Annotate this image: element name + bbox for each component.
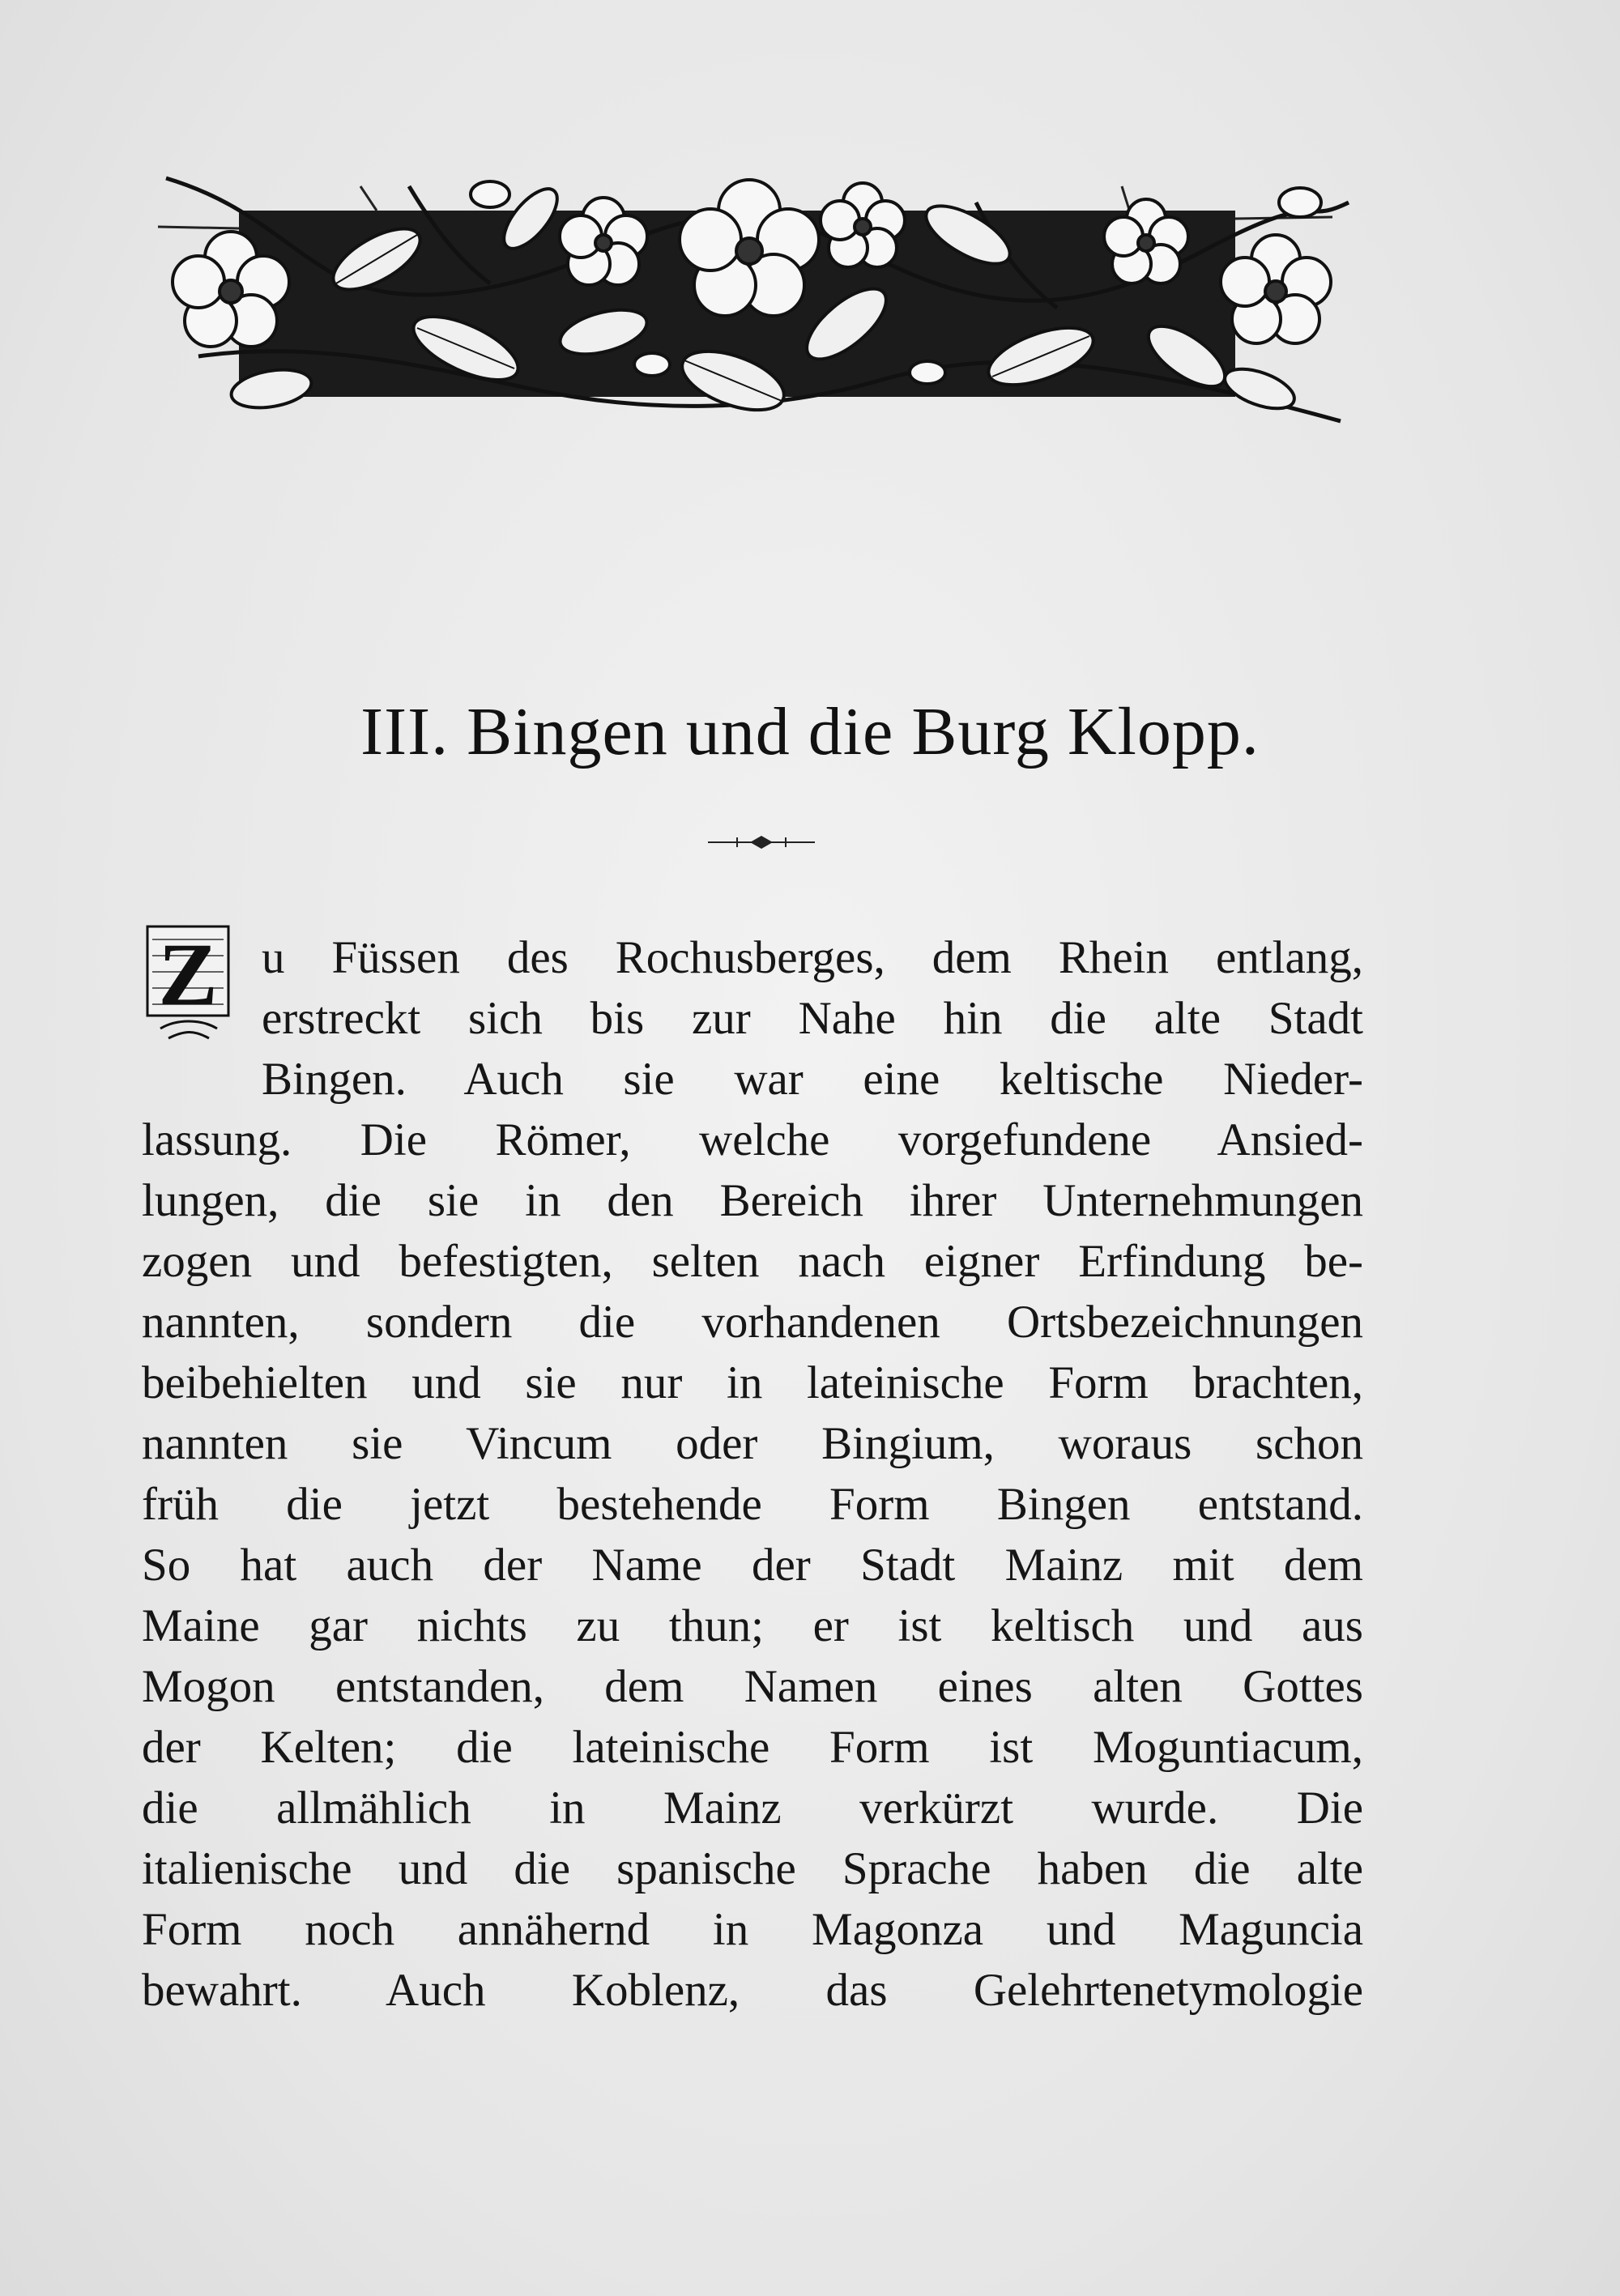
chapter-title: III. Bingen und die Burg Klopp.	[360, 694, 1260, 769]
text-line: Maine gar nichts zu thun; er ist keltisch und aus	[142, 1600, 1363, 1651]
body-text	[142, 927, 1363, 2021]
text-line: Bingen. Auch sie war eine keltische Nieder-	[262, 1054, 1363, 1105]
text-line: u Füssen des Rochusberges, dem Rhein entlang,	[262, 932, 1363, 983]
text-line: erstreckt sich bis zur Nahe hin die alte Stadt	[262, 993, 1363, 1044]
text-line: der Kelten; die lateinische Form ist Moguntiacum,	[142, 1722, 1363, 1773]
text-line: die allmählich in Mainz verkürzt wurde. Die	[142, 1783, 1363, 1834]
text-line: beibehielten und sie nur in lateinische Form brachten,	[142, 1357, 1363, 1408]
text-line: lassung. Die Römer, welche vorgefundene Ansied-	[142, 1114, 1363, 1165]
text-line: zogen und befestigten, selten nach eigner Erfindung be-	[142, 1236, 1363, 1287]
text-line: nannten sie Vincum oder Bingium, woraus schon	[142, 1418, 1363, 1469]
floral-banner-icon	[150, 154, 1357, 445]
ornamental-divider-icon	[705, 833, 818, 852]
text-line: Mogon entstanden, dem Namen eines alten Gottes	[142, 1661, 1363, 1712]
text-line: bewahrt. Auch Koblenz, das Gelehrtenetymologie	[142, 1965, 1363, 2016]
text-line: Form noch annähernd in Magonza und Maguncia	[142, 1904, 1363, 1955]
text-line: früh die jetzt bestehende Form Bingen entstand.	[142, 1479, 1363, 1530]
text-line: lungen, die sie in den Bereich ihrer Unternehmungen	[142, 1175, 1363, 1226]
text-line: So hat auch der Name der Stadt Mainz mit dem	[142, 1540, 1363, 1591]
text-line: nannten, sondern die vorhandenen Ortsbezeichnungen	[142, 1297, 1363, 1348]
text-line: italienische und die spanische Sprache haben die alte	[142, 1843, 1363, 1894]
drop-cap-letter: Z	[158, 925, 218, 1024]
